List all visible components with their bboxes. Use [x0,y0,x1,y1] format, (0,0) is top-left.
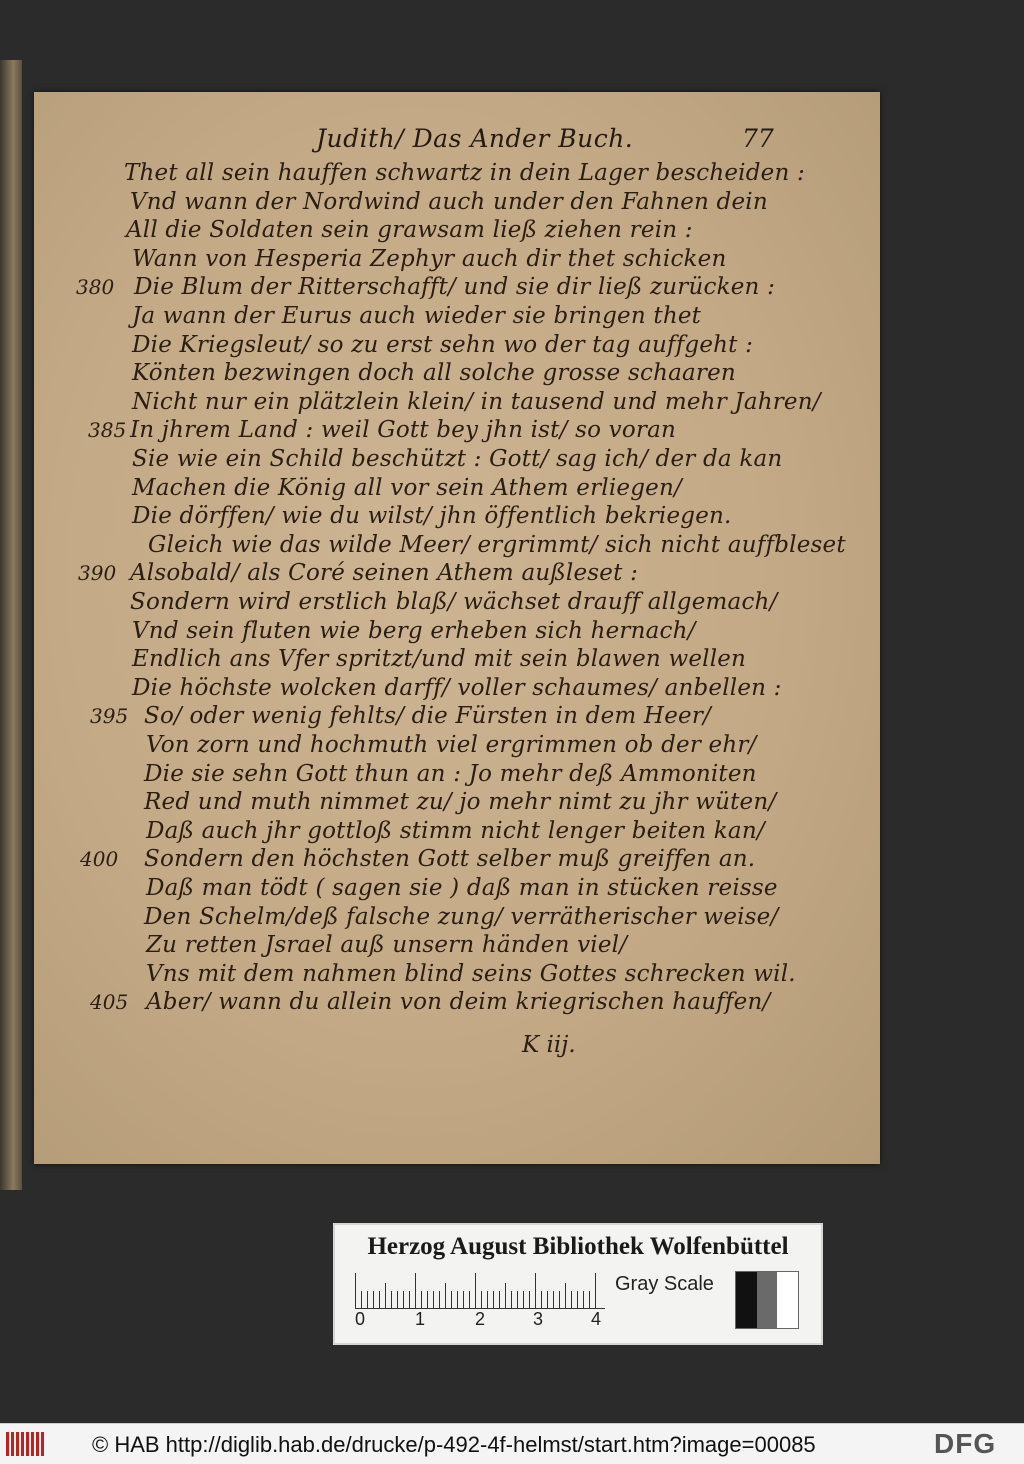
dfg-logo: DFG [934,1428,997,1459]
verse-line: So/ oder wenig fehlts/ die Fürsten in dem Heer/ [144,703,711,730]
ruler-tick [493,1291,494,1309]
verse-line: Machen die König all vor sein Athem erliegen/ [132,474,682,501]
running-title: Judith/ Das Ander Buch. [316,124,634,153]
gray-scale-swatches [735,1271,799,1329]
ruler-tick [379,1291,380,1309]
ruler-tick [481,1291,482,1309]
ruler-label-2: 2 [475,1309,486,1329]
verse-line: Daß man tödt ( sagen sie ) daß man in stücken reisse [146,875,778,901]
ruler-tick [577,1291,578,1309]
ruler-tick [463,1291,464,1309]
verse-line: Nicht nur ein plätzlein klein/ in tausend und mehr Jahren/ [132,388,821,415]
verse-line: Red und muth nimmet zu/ jo mehr nimt zu jhr wüten/ [144,789,777,816]
verse-line: Zu retten Jsrael auß unsern händen viel/ [146,932,628,959]
line-number: 400 [80,847,119,872]
ruler-tick [517,1291,518,1309]
ruler-tick [511,1291,512,1309]
verse-line: All die Soldaten sein grawsam ließ ziehen rein : [126,217,693,244]
ruler-tick [451,1291,452,1309]
verse-line: Könten bezwingen doch all solche grosse schaaren [132,360,736,387]
ruler-label-3: 3 [533,1309,544,1329]
ruler-tick [475,1273,476,1309]
verse-line: Den Schelm/deß falsche zung/ verrätherischer weise/ [144,903,779,930]
verse-line: In jhrem Land : weil Gott bey jhn ist/ so voran [130,417,677,444]
ruler-tick [565,1283,566,1309]
verse-line: Vnd sein fluten wie berg erheben sich hernach/ [132,617,696,644]
verse-line: Sondern wird erstlich blaß/ wächset drauff allgemach/ [130,589,778,615]
ruler-tick [553,1291,554,1309]
ruler-label-1: 1 [415,1309,426,1329]
footer-bar [0,1423,1024,1464]
verse-line: Endlich ans Vfer spritzt/und mit sein blawen wellen [132,646,747,673]
verse-line: Die Kriegsleut/ so zu erst sehn wo der tag auffgeht : [132,331,754,358]
copyright-link[interactable]: © HAB http://diglib.hab.de/drucke/p-492-4f-helmst/start.htm?image=00085 [92,1432,816,1457]
verse-line: Daß auch jhr gottloß stimm nicht lenger beiten kan/ [146,817,765,844]
ruler-tick [355,1273,356,1309]
ruler-tick [523,1291,524,1309]
ruler-tick [583,1291,584,1309]
verse-line: Die dörffen/ wie du wilst/ jhn öffentlich bekriegen. [132,503,732,530]
ruler-tick [397,1291,398,1309]
ruler-tick [571,1291,572,1309]
line-number: 395 [90,704,129,729]
ruler-tick [505,1283,506,1309]
ruler-tick [535,1273,536,1309]
gray-scale-label: Gray Scale [615,1273,714,1295]
swatch-gray [757,1272,778,1328]
ruler-tick [385,1283,386,1309]
line-number: 390 [78,561,117,586]
ruler-tick [547,1291,548,1309]
book-page [34,92,880,1164]
ruler-tick [529,1291,530,1309]
verse-line: Vnd wann der Nordwind auch under den Fahnen dein [130,188,768,215]
verse-line: Aber/ wann du allein von deim kriegrischen hauffen/ [146,989,771,1016]
library-name: Herzog August Bibliothek Wolfenbüttel [367,1233,789,1260]
swatch-white [777,1272,798,1328]
page-header [34,124,880,156]
page-number: 77 [742,124,774,153]
verse-line: Sondern den höchsten Gott selber muß greiffen an. [144,846,756,873]
ruler-tick [559,1291,560,1309]
ruler-tick [433,1291,434,1309]
ruler-tick [595,1273,596,1309]
verse-line: Wann von Hesperia Zephyr auch dir thet schicken [132,245,727,272]
ruler-label-4: 4 [591,1309,602,1329]
ruler-tick [391,1291,392,1309]
ruler-tick [427,1291,428,1309]
ruler-tick [415,1273,416,1309]
previous-page-edge [0,60,22,1190]
ruler-tick [541,1291,542,1309]
verse-line: Von zorn und hochmuth viel ergrimmen ob der ehr/ [146,732,757,758]
ruler-tick [487,1291,488,1309]
ruler-tick [469,1291,470,1309]
verse-line: Vns mit dem nahmen blind seins Gottes schrecken wil. [146,960,796,987]
ruler [355,1269,605,1309]
line-number: 385 [88,418,127,443]
ruler-tick [409,1291,410,1309]
verse-line: Die sie sehn Gott thun an : Jo mehr deß Ammoniten [144,760,757,787]
line-number: 380 [76,275,115,300]
ruler-tick [439,1291,440,1309]
ruler-tick [457,1291,458,1309]
ruler-label-0: 0 [355,1309,366,1329]
verse-line: Gleich wie das wilde Meer/ ergrimmt/ sich nicht auffbleset [148,531,846,558]
ruler-tick [589,1291,590,1309]
ruler-tick [445,1283,446,1309]
swatch-black [736,1272,757,1328]
verse-line: Thet all sein hauffen schwartz in dein Lager bescheiden : [124,160,805,186]
ruler-tick [499,1291,500,1309]
verse-line: Alsobald/ als Coré seinen Athem außleset : [130,560,639,587]
color-scale-card [333,1223,823,1345]
ruler-tick [373,1291,374,1309]
ruler-tick [403,1291,404,1309]
barcode-icon [6,1432,48,1456]
ruler-tick [367,1291,368,1309]
verse-line: Die Blum der Ritterschafft/ und sie dir ließ zurücken : [134,274,776,301]
line-number: 405 [90,990,129,1015]
verse-line: Die höchste wolcken darff/ voller schaumes/ anbellen : [132,674,782,701]
signature-mark: K iij. [522,1032,576,1058]
ruler-tick [421,1291,422,1309]
verse-line: Ja wann der Eurus auch wieder sie bringen thet [132,303,702,329]
verse-line: Sie wie ein Schild beschützt : Gott/ sag ich/ der da kan [132,446,783,472]
ruler-tick [361,1291,362,1309]
